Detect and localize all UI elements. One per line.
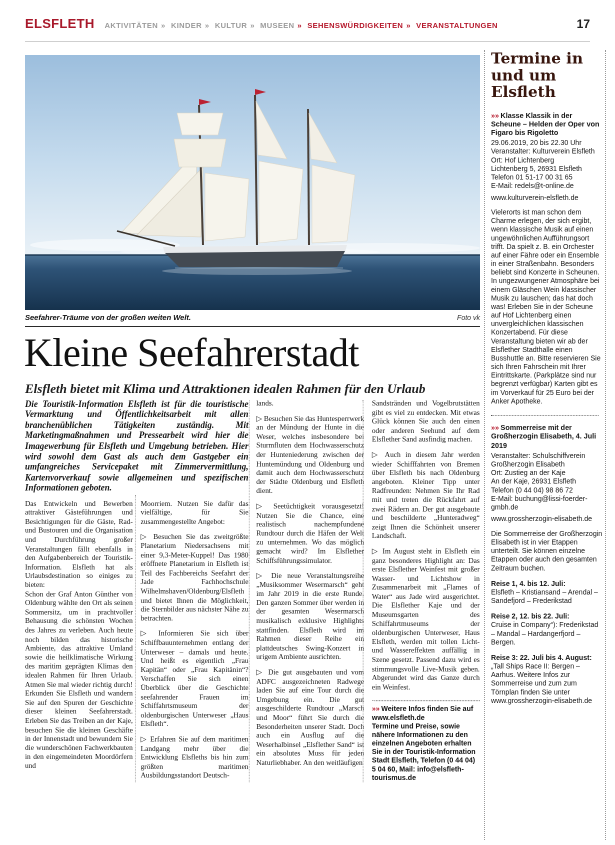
trip-label: Reise 1, 4. bis 12. Juli: xyxy=(491,579,566,588)
nav-item-sehenswuerdigkeiten: SEHENSWÜRDIGKEITEN xyxy=(307,21,404,30)
nav-item-aktivitaeten: AKTIVITÄTEN xyxy=(104,21,159,30)
article-paragraph: ▷ Besuchen Sie das Huntesperrwerk an der Mündung der Hunte in die Weser, welches insbesondere bei Sturmfluten dem Hochwasserschutz der Hunteniederung zwischen der Huntemündung und Oldenburg und damit auch dem Hochwasserschutz der Städte Oldenburg und Elsfleth dient. xyxy=(256,415,365,496)
double-chevron-icon: »» xyxy=(491,111,499,120)
event-location: Ort: Hof Lichtenberg xyxy=(491,156,555,164)
info-box-lead: Weitere Infos finden Sie auf xyxy=(381,705,474,714)
column-divider xyxy=(135,495,136,782)
article-paragraph: ▷ Im August steht in Elsfleth ein ganz besonderes Highlight an: Das erste Elsflether Weinfest mit großer Wasser- und Lichtshow in Zusammenarbeit mit „Flames of Water“ aus Jade wird ausgerichtet. Die Elsflether Kaje und der Museumsgarten des Schiffahrtmuseums der oldenburgischen Unterweser, Haus Elsfleth, werden mit tollen Licht- und Wassereffekten auffällig in Szene gesetzt. Passend dazu wird es stimmungsvolle Live-Musik geben. Abgerundet wird das Ganze durch ein Weinfest. xyxy=(371,548,480,692)
nav-separator: » xyxy=(406,21,411,30)
dotted-divider xyxy=(491,415,599,416)
info-box-body: Termine und Preise, sowie nähere Informationen zu den einzelnen Angeboten erhalten Sie in der Touristik-Information Stadt Elsfleth, Telefon (0 44 04) 5 04 60, Mail: info@elsfleth-tourismus.de xyxy=(371,722,476,782)
event-email[interactable]: E-Mail: buchung@lissi-foerder-gmbh.de xyxy=(491,494,588,511)
event-address: An der Kaje, 26931 Elsfleth xyxy=(491,477,577,486)
article-intro: Die Touristik-Information Elsfleth ist für die touristische Vermarktung und Öffentlichkeitsarbeit mit allen branchenüblichen Tätigkeiten zuständig. Mit Marketingmaßnahmen und Pressearbeit wird hier die Imagewerbung für Elsfleth und Umgebung betrieben. Hier wird sowohl dem Gast als auch dem Gastgeber ein umfangreiches Servicepaket mit Zimmervermittlung, Kartenvorverkauf sowie allgemeinen und spezifischen Informationen geboten. xyxy=(25,400,249,494)
trip-route: Elsfleth – Kristiansand – Arendal – Sandefjord – Frederikstad xyxy=(491,587,598,605)
nav-item-museen: MUSEEN xyxy=(260,21,295,30)
article-body xyxy=(25,400,481,845)
brand-logo: ELSFLETH xyxy=(25,16,95,31)
event-item xyxy=(491,111,603,406)
column-divider xyxy=(363,400,364,783)
article-paragraph: lands. xyxy=(256,400,274,408)
photo-caption: Seefahrer-Träume von der großen weiten Welt. xyxy=(25,313,192,322)
column-divider xyxy=(249,400,250,783)
event-date: 29.06.2019, 20 bis 22.30 Uhr xyxy=(491,139,582,147)
article-paragraph: ▷ Seetüchtigkeit vorausgesetzt! Nutzen Sie die Chance, eine realistisch nachempfundene Rundtour durch die Häfen der Welt zu unternehmen. Wo das möglich gemacht wird? Im Elsflether Schiffsführungssimulator. xyxy=(256,502,365,565)
nav-item-veranstaltungen: VERANSTALTUNGEN xyxy=(416,21,498,30)
event-organizer: Veranstalter: Kulturverein Elsfleth xyxy=(491,147,595,156)
trip-label: Reise 2, 12. bis 22. Juli: xyxy=(491,612,570,620)
event-location: Ort: Zustieg an der Kaje xyxy=(491,468,566,477)
article-paragraph: ▷ Informieren Sie sich über Schiffbauunternehmen entlang der Unterweser – damals und heute. Und heißt es eigentlich „Frau Kapitän“ oder „Frau Kapitänin“? Verschaffen Sie sich einen Überblick über die Geschichte seefahrender Frauen im Schiffahrtsmuseum der oldenburgischen Unterweser „Haus Elsfleth“. xyxy=(140,630,249,729)
trip-route: „Tall Ships Race II: Bergen – Aarhus. Weitere Infos zur Sommerreise und zum zum Törnplan finden Sie unter www.grossherzogin-elisabeth.de xyxy=(491,662,593,705)
article-paragraph: ▷ Erfahren Sie auf dem maritimen Landgang mehr über die Entwicklung Elsfleths bis hin zum größten maritimen Ausbildungsstandort Deutsch- xyxy=(140,736,249,781)
sidebar-divider-left xyxy=(484,50,485,840)
article-column-2 xyxy=(141,500,249,782)
event-address: Lichtenberg 5, 26931 Elsfleth xyxy=(491,164,582,173)
tourism-email-link[interactable]: info@elsfleth-tourismus.de xyxy=(371,765,464,782)
nav-separator: » xyxy=(161,21,166,30)
article-paragraph: ▷ Besuchen Sie das zweitgrößte Planetarium Niedersachsens mit einer 9,3-Meter-Kuppel! Das 1980 eröffnete Planetarium in Elsfleth ist Teil des Fachbereichs Seefahrt der Jade Fachhochschule Wilhelmshaven/Oldenburg/Elsfleth und bietet Ihnen die Möglichkeit, die Sternbilder aus nächster Nähe zu betrachten. xyxy=(140,533,249,623)
article-subtitle: Elsfleth bietet mit Klima und Attraktionen idealen Rahmen für den Urlaub xyxy=(25,381,426,396)
photo-caption-row xyxy=(25,313,480,322)
ship-photo xyxy=(25,55,480,310)
double-chevron-icon: »» xyxy=(491,423,499,432)
nav-separator: » xyxy=(297,21,302,30)
elsfleth-website-link[interactable]: www.elsfleth.de xyxy=(371,713,425,722)
article-paragraph: ▷ Auch in diesem Jahr werden wieder Schifffahrten von Bremen über Elsfleth bis nach Oldenburg angeboten. Kleiner Tipp unter Radfreunden: Nehmen Sie Ihr Rad mit und treten die Rückfahrt auf zwei Rädern an. Der gut ausgebaute und beschilderte „Hunteradweg“ zeigt Ihnen die Schönheit unserer Landschaft. xyxy=(371,451,480,541)
sidebar-title: Termine in und um Elsfleth xyxy=(491,50,584,101)
event-title: »» Sommerreise mit der Großherzogin Elisabeth, 4. Juli 2019 xyxy=(491,423,597,449)
article-column-4 xyxy=(372,400,480,783)
event-item xyxy=(491,424,603,705)
header-rule xyxy=(25,41,590,42)
article-paragraph: ▷ Die gut ausgebauten und vom ADFC ausgezeichneten Radwege laden Sie auf eine Tour durch die Umgebung ein. Die gut ausgeschilderte Rundtour „Marsch und Moor“ führt Sie durch die Besonderheiten unserer Stadt. Doch auch ein Ausflug auf die Weserhalbinsel „Elsflether Sand“ ist ein absolutes Muss für jeden Naturliebhaber. An den weitläufigen xyxy=(256,669,365,768)
sailing-ship-illustration xyxy=(25,55,480,310)
event-organizer: Veranstalter: Schulschiffverein Großherzogin Elisabeth xyxy=(491,451,586,468)
nav-separator: » xyxy=(250,21,255,30)
article-title: Kleine Seefahrerstadt xyxy=(24,330,359,375)
info-box xyxy=(372,701,480,783)
event-title: »» Klasse Klassik in der Scheune – Helden der Oper von Figaro bis Rigoletto xyxy=(491,111,600,137)
event-description: Vielerorts ist man schon dem Charme erlegen, der sich ergibt, wenn klassische Musik auf einen ungewöhnlichen Aufführungsort trifft. Da spielt z. B. ein Orchester auf einer Fähre oder ein Ensemble in einer Straßenbahn. Besonders beliebt sind Konzerte in Scheunen. In ungezwungener Atmosphäre bei einem Gläschen Wein klassischer Musik zu lauschen; das hat doch was! Erleben Sie in der Scheune auf Hof Lichtenberg einen unvergleichlichen klassischen Konzertabend. Für diese Veranstaltung bieten wir ab der Elsflether Stadthalle einen Busshuttle an. Bitte reservieren Sie sich Ihren Fahrschein mit Ihrer Eintrittskarte. (Parkplätze sind nur begrenzt verfügbar) Karten gibt es im Vorverkauf für 25 Euro bei der Anker Apotheke. xyxy=(491,208,601,405)
page-header xyxy=(25,16,590,31)
trip-route: Cruise in Company“): Frederikstad – Mandal – Hardangerfjord – Bergen. xyxy=(491,620,599,646)
event-phone: Telefon 01 51-17 00 31 65 xyxy=(491,173,573,182)
event-phone: Telefon (0 44 04) 98 86 72 xyxy=(491,485,573,494)
nav-item-kultur: KULTUR xyxy=(214,21,248,30)
photo-credit: Foto vk xyxy=(457,315,480,322)
nav-item-kinder: KINDER xyxy=(170,21,202,30)
article-column-3 xyxy=(256,400,364,783)
article-paragraph: Moorriem. Nutzen Sie dafür das vielfältige, für Sie zusammengestellte Angebot: xyxy=(140,500,249,527)
trip-item xyxy=(491,654,603,705)
trip-label: Reise 3: 22. Juli bis 4. August: xyxy=(491,653,592,662)
sidebar-divider-right xyxy=(605,50,606,840)
caption-rule xyxy=(25,326,480,327)
nav-separator: » xyxy=(204,21,210,30)
section-nav xyxy=(105,21,577,30)
event-website-link[interactable]: www.kulturverein-elsfleth.de xyxy=(491,193,579,202)
double-chevron-icon: »» xyxy=(371,705,380,714)
article-paragraph: ▷ Die neue Veranstaltungsreihe „Musiksommer Wesermarsch“ geht im Jahr 2019 in die erste Runde. Den ganzen Sommer über werden in der gesamten Wesermarsch musikalisch exklusive Highlights stattfinden. Elsfleth wird im Rahmen dieser Reihe ein plattdeutsches Swing-Konzert in urigem Ambiente ausrichten. xyxy=(256,572,365,662)
article-paragraph: Sandstränden und Vogelbrutstätten gibt es viel zu entdecken. Mit etwas Glück können Sie auch den einen oder anderen Seehund auf dem Elsflether Sand ausfindig machen. xyxy=(371,400,480,444)
events-sidebar xyxy=(491,50,604,842)
event-description: Die Sommerreise der Großherzogin Elisabeth ist in vier Etappen unterteilt. Sie können einzelne Etappen oder auch den gesamten Zeitraum buchen. xyxy=(491,529,603,572)
event-website-link[interactable]: www.grossherzogin-elisabeth.de xyxy=(491,514,593,523)
event-email[interactable]: E-Mail: redels@t-online.de xyxy=(491,181,574,190)
article-paragraph: Das Entwickeln und Bewerben attraktiver Gästeführungen und Besichtigungen für die Gäste, Rad- und Bustouren und die Organisation und Durchführung großer Veranstaltungen fällt ebenfalls in den Aufgabenbereich der Touristik-Information. Elsfleth hat als Urlaubsdestination so einiges zu bieten: xyxy=(25,500,133,590)
page-number: 17 xyxy=(576,17,590,31)
trip-item xyxy=(491,579,603,605)
article-paragraph: Schon der Graf Anton Günther von Oldenburg wählte den Ort als seinen Sommersitz, um in prachtvoller Behausung die schönsten Wochen des Jahres zu verleben. Auch heute noch bilden das historische Ambiente, das attraktive Umland sowie die heilklimatische Wirkung des maritim geprägten Klimas den idealen Rahmen für Ihren Urlaub. Atmen Sie mal wieder richtig durch! Erkunden Sie Elsfleth und wandern Sie auf den Spuren der Geschichte dieser kleinen Seefahrerstadt. Erleben Sie das Treiben an der Kaje, besuchen Sie die kleinen Geschäfte in der Innenstadt und bewundern Sie die wunderschönen Fachwerkbauten in den eingemeindeten Moordörfern und xyxy=(25,590,133,771)
article-column-1 xyxy=(25,500,133,782)
trip-item xyxy=(491,612,603,646)
